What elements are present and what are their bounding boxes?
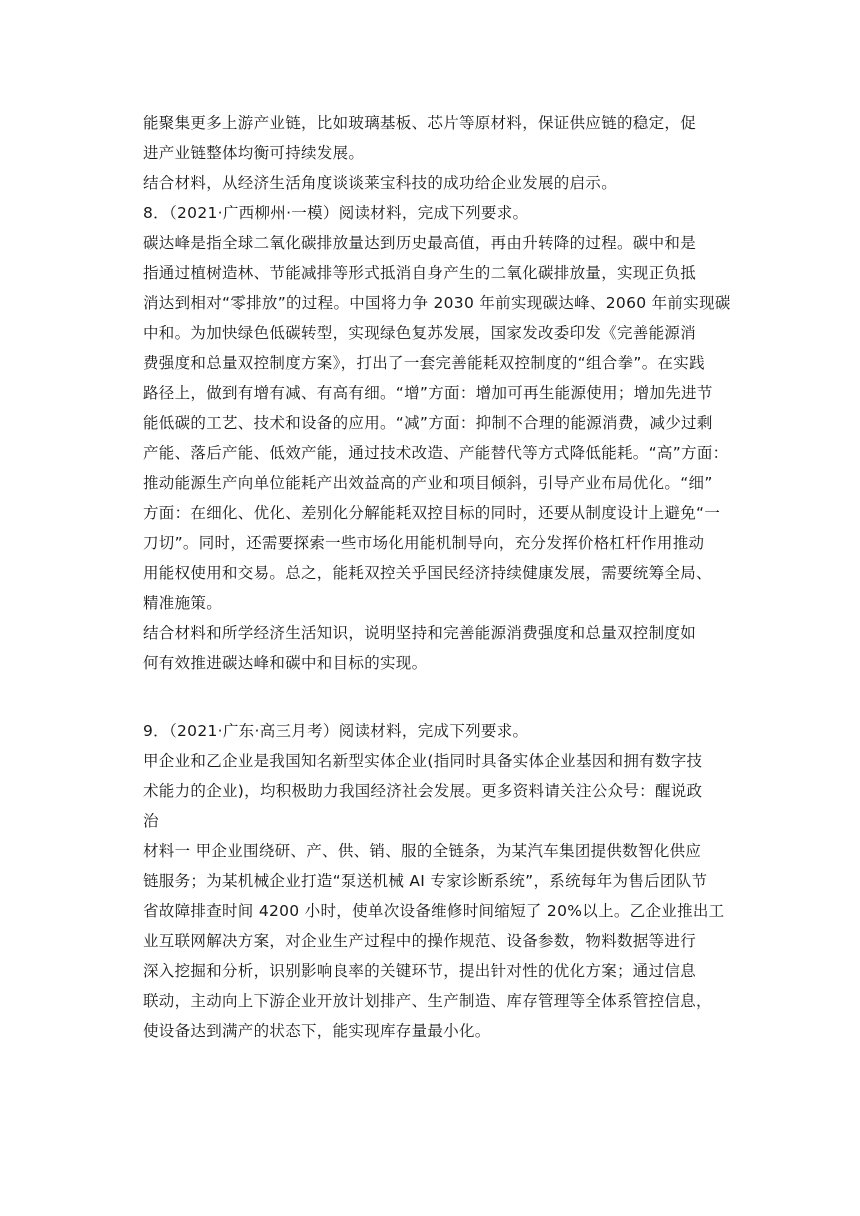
text-line: 推动能源生产向单位能耗产出效益高的产业和项目倾斜，引导产业布局优化。“细” xyxy=(143,474,713,492)
text-line: 用能权使用和交易。总之，能耗双控关乎国民经济持续健康发展，需要统筹全局、 xyxy=(143,564,712,582)
text-line: 能聚集更多上游产业链，比如玻璃基板、芯片等原材料，保证供应链的稳定，促 xyxy=(143,114,697,132)
text-line: 治 xyxy=(143,812,159,830)
question-prompt: 结合材料，从经济生活角度谈谈莱宝科技的成功给企业发展的启示。 xyxy=(143,174,618,192)
text-line: 甲企业和乙企业是我国知名新型实体企业(指同时具备实体企业基因和拥有数字技 xyxy=(143,752,703,770)
text-line: 深入挖掘和分析，识别影响良率的关键环节，提出针对性的优化方案；通过信息 xyxy=(143,962,697,980)
text-line: 能低碳的工艺、技术和设备的应用。“减”方面：抑制不合理的能源消费，减少过剩 xyxy=(143,414,713,432)
document-page xyxy=(143,108,731,1046)
text-line: 消达到相对“零排放”的过程。中国将力争 2030 年前实现碳达峰、2060 年前实现碳 xyxy=(143,294,731,312)
text-line: 路径上，做到有增有减、有高有细。“增”方面：增加可再生能源使用；增加先进节 xyxy=(143,384,713,402)
text-line: 方面：在细化、优化、差别化分解能耗双控目标的同时，还要从制度设计上避免“一 xyxy=(143,504,721,522)
text-line: 使设备达到满产的状态下，能实现库存量最小化。 xyxy=(143,1022,491,1040)
text-line: 费强度和总量双控制度方案》，打出了一套完善能耗双控制度的“组合拳”。在实践 xyxy=(143,354,705,372)
intro-section xyxy=(143,108,723,198)
text-line: 术能力的企业)，均积极助力我国经济社会发展。更多资料请关注公众号：醒说政 xyxy=(143,782,703,800)
text-line: 省故障排查时间 4200 小时，使单次设备维修时间缩短了 20%以上。乙企业推出工 xyxy=(143,902,725,920)
text-line: 碳达峰是指全球二氧化碳排放量达到历史最高值，再由升转降的过程。碳中和是 xyxy=(143,234,697,252)
text-line: 刀切”。同时，还需要探索一些市场化用能机制导向，充分发挥价格杠杆作用推动 xyxy=(143,534,705,552)
text-line: 中和。为加快绿色低碳转型，实现绿色复苏发展，国家发改委印发《完善能源消 xyxy=(143,324,697,342)
text-line: 联动，主动向上下游企业开放计划排产、生产制造、库存管理等全体系管控信息， xyxy=(143,992,712,1010)
question-9-header: 9．（2021·广东·高三月考）阅读材料，完成下列要求。 xyxy=(143,722,529,740)
question-8-header: 8．（2021·广西柳州·一模）阅读材料，完成下列要求。 xyxy=(143,204,529,222)
question-9 xyxy=(143,716,723,1046)
question-prompt: 结合材料和所学经济生活知识，说明坚持和完善能源消费强度和总量双控制度如 xyxy=(143,624,697,642)
text-line: 进产业链整体均衡可持续发展。 xyxy=(143,144,365,162)
text-line: 指通过植树造林、节能减排等形式抵消自身产生的二氧化碳排放量，实现正负抵 xyxy=(143,264,697,282)
text-line: 链服务；为某机械企业打造“泵送机械 AI 专家诊断系统”，系统每年为售后团队节 xyxy=(143,872,708,890)
text-line: 业互联网解决方案，对企业生产过程中的操作规范、设备参数，物料数据等进行 xyxy=(143,932,697,950)
text-line: 精准施策。 xyxy=(143,594,223,612)
question-8 xyxy=(143,198,731,678)
section-spacer xyxy=(143,678,723,716)
text-line: 产能、落后产能、低效产能，通过技术改造、产能替代等方式降低能耗。“高”方面： xyxy=(143,444,729,462)
text-line: 材料一 甲企业围绕研、产、供、销、服的全链条，为某汽车集团提供数智化供应 xyxy=(143,842,702,860)
question-prompt: 何有效推进碳达峰和碳中和目标的实现。 xyxy=(143,654,428,672)
